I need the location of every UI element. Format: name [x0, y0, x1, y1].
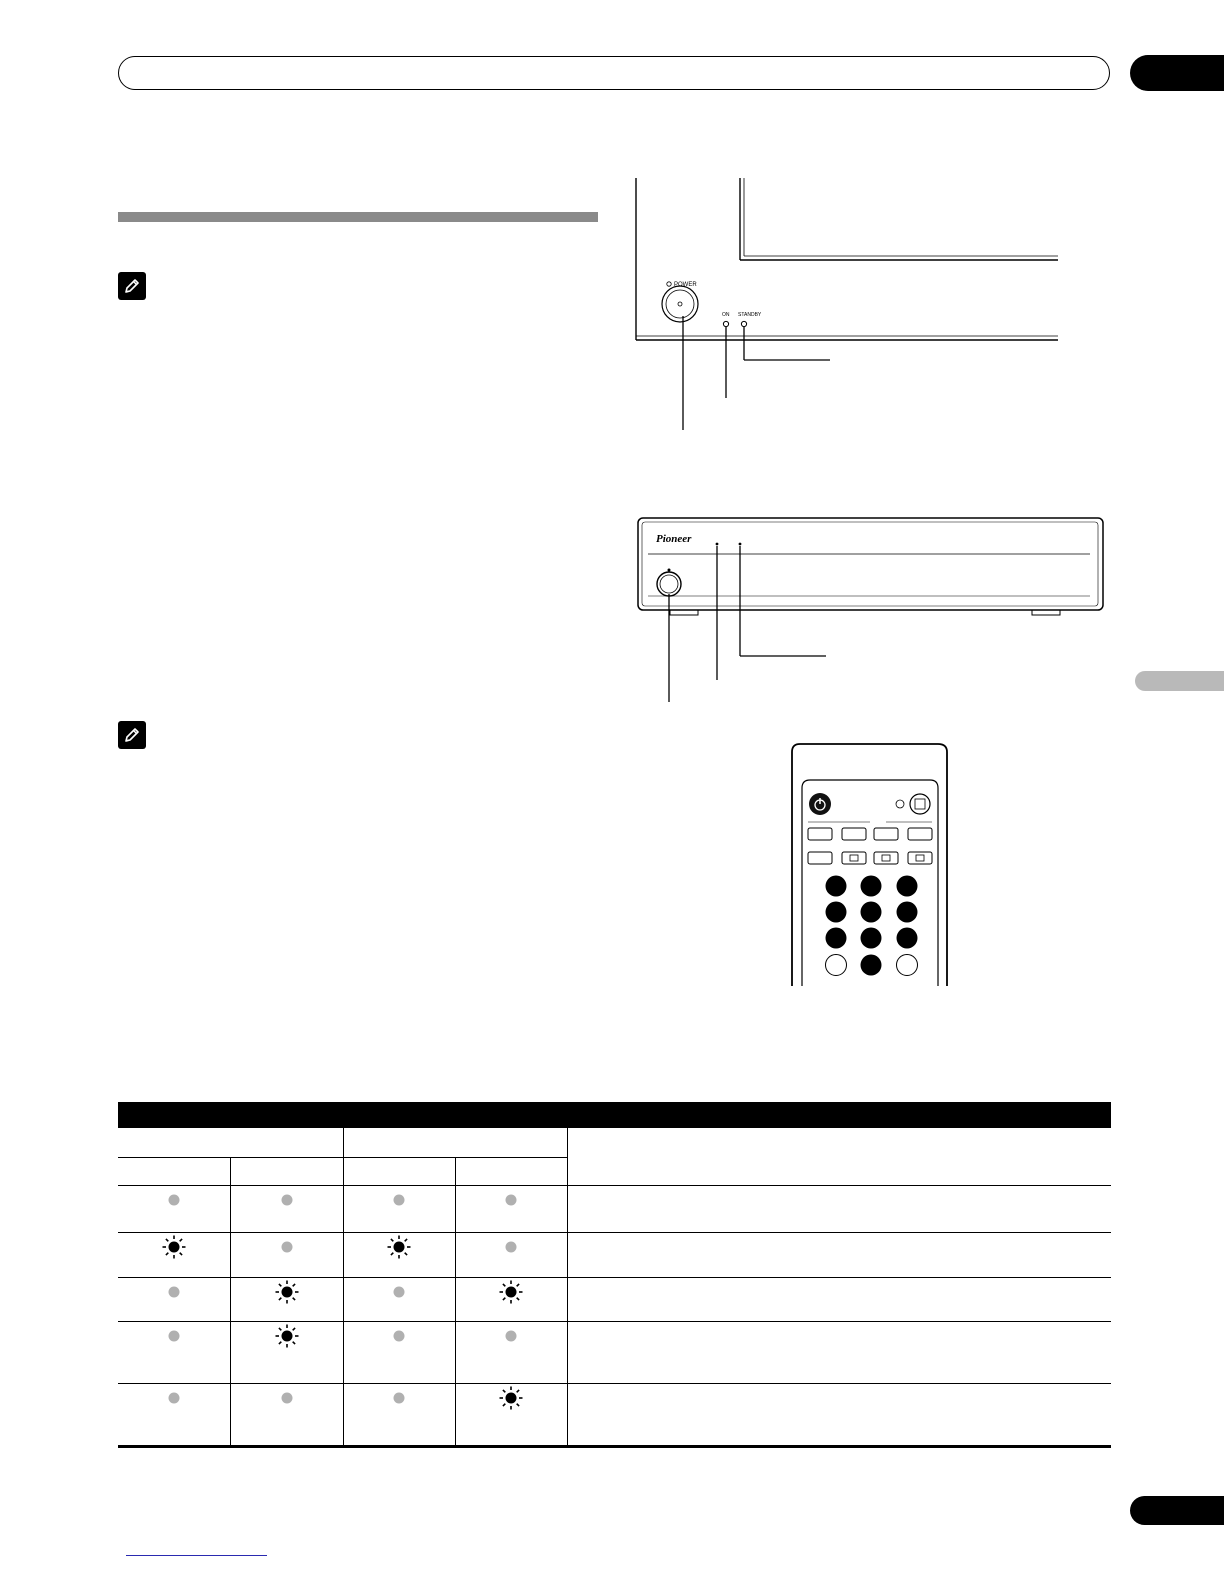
media-receiver-figure [636, 516, 1108, 708]
led-status-table [118, 1102, 1111, 1448]
table-header [118, 1102, 1111, 1128]
led-cell [230, 1278, 343, 1322]
led-cell [343, 1384, 455, 1447]
led-cell [230, 1384, 343, 1447]
grey-dot-icon [280, 1193, 294, 1207]
description-cell [567, 1322, 1111, 1384]
side-tab [1135, 671, 1224, 691]
grey-dot-icon [167, 1391, 181, 1405]
table-row [118, 1186, 1111, 1233]
power-label: POWER [674, 282, 697, 288]
chapter-tab [1130, 55, 1224, 91]
burst-icon [499, 1280, 523, 1304]
led-cell [230, 1322, 343, 1384]
led-cell [230, 1186, 343, 1233]
led-cell [343, 1322, 455, 1384]
led-cell [118, 1233, 230, 1278]
burst-icon [162, 1235, 186, 1259]
standby-label: STANDBY [738, 312, 762, 318]
description-cell [567, 1233, 1111, 1278]
grey-dot-icon [392, 1285, 406, 1299]
grey-dot-icon [392, 1329, 406, 1343]
grey-dot-icon [167, 1193, 181, 1207]
table-group-header [118, 1128, 1111, 1158]
table-row [118, 1384, 1111, 1447]
description-cell [567, 1278, 1111, 1322]
page-number-tab [1130, 1496, 1224, 1525]
grey-dot-icon [392, 1193, 406, 1207]
pencil-icon [118, 721, 146, 749]
on-label: ON [722, 312, 730, 318]
led-cell [455, 1278, 567, 1322]
burst-icon [275, 1280, 299, 1304]
burst-icon [499, 1386, 523, 1410]
grey-dot-icon [280, 1391, 294, 1405]
led-cell [343, 1233, 455, 1278]
description-cell [567, 1384, 1111, 1447]
led-cell [118, 1186, 230, 1233]
grey-dot-icon [167, 1329, 181, 1343]
led-cell [343, 1186, 455, 1233]
burst-icon [275, 1324, 299, 1348]
led-cell [455, 1384, 567, 1447]
grey-dot-icon [504, 1329, 518, 1343]
led-cell [118, 1278, 230, 1322]
grey-dot-icon [504, 1240, 518, 1254]
grey-dot-icon [167, 1285, 181, 1299]
section-rule [118, 212, 598, 222]
burst-icon [387, 1235, 411, 1259]
table-row [118, 1233, 1111, 1278]
grey-dot-icon [504, 1193, 518, 1207]
table-row [118, 1322, 1111, 1384]
grey-dot-icon [280, 1240, 294, 1254]
header-bar [118, 56, 1110, 90]
description-cell [567, 1186, 1111, 1233]
remote-control-figure [790, 742, 952, 988]
pioneer-logo: Pioneer [656, 533, 692, 545]
display-panel-figure [630, 178, 1070, 438]
led-cell [343, 1278, 455, 1322]
footer-link[interactable] [126, 1555, 267, 1556]
led-cell [230, 1233, 343, 1278]
led-cell [455, 1233, 567, 1278]
pencil-icon [118, 272, 146, 300]
led-cell [118, 1322, 230, 1384]
led-cell [455, 1186, 567, 1233]
table-row [118, 1278, 1111, 1322]
led-cell [118, 1384, 230, 1447]
led-cell [455, 1322, 567, 1384]
grey-dot-icon [392, 1391, 406, 1405]
